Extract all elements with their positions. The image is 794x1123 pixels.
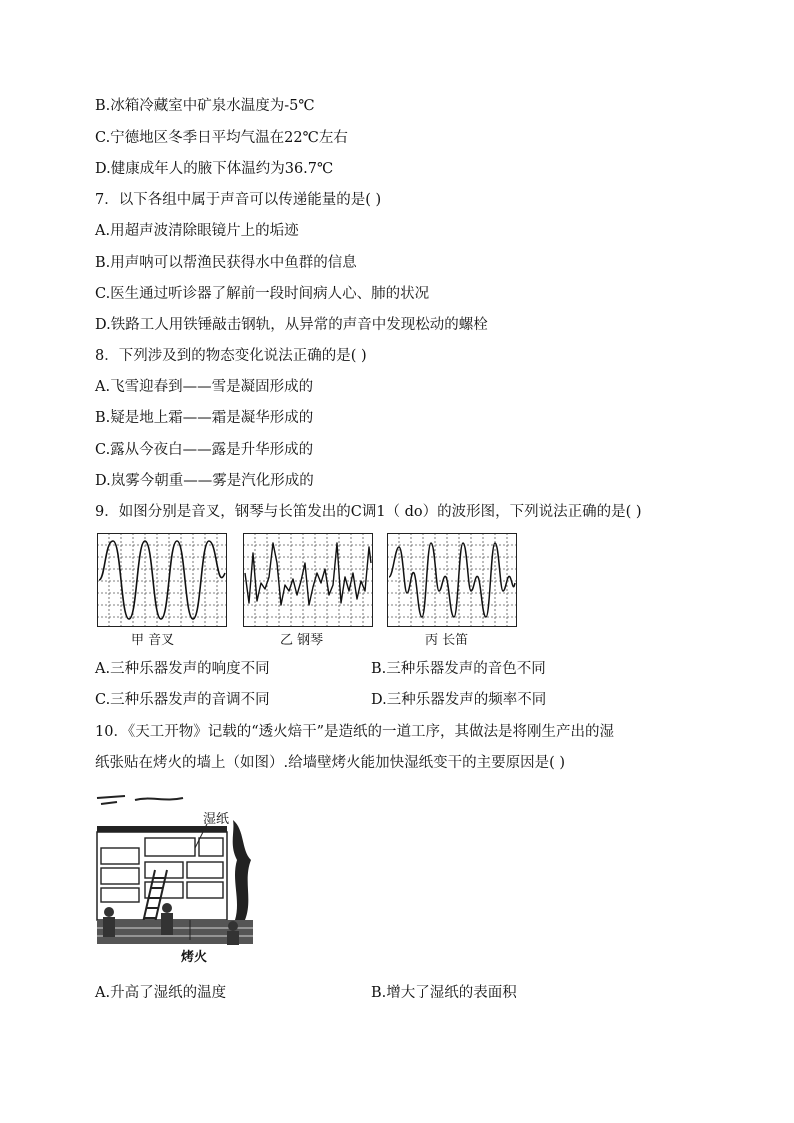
wet-paper-label: 湿纸: [203, 812, 230, 827]
piano-waveform: [243, 533, 373, 627]
flute-label: 丙 长笛: [425, 633, 469, 648]
q6-option-b: B.冰箱冷藏室中矿泉水温度为-5℃: [95, 98, 315, 114]
q7-option-d: D.铁路工人用铁锤敲击钢轨，从异常的声音中发现松动的螺栓: [95, 317, 488, 333]
q9-option-b: B.三种乐器发声的音色不同: [371, 661, 546, 677]
q8-option-a: A.飞雪迎春到——雪是凝固形成的: [95, 379, 314, 395]
q8-stem: 8．下列涉及到的物态变化说法正确的是( ): [95, 348, 367, 364]
q7-option-a: A.用超声波清除眼镜片上的垢迹: [95, 223, 299, 239]
q6-option-d: D.健康成年人的腋下体温约为36.7℃: [95, 161, 334, 177]
tuning-fork-label: 甲 音叉: [131, 633, 175, 648]
tuning-fork-waveform: [97, 533, 227, 627]
q10-stem-line2: 纸张贴在烤火的墙上（如图）.给墙壁烤火能加快湿纸变干的主要原因是( ): [95, 755, 566, 771]
piano-label: 乙 钢琴: [280, 633, 324, 648]
q9-option-d: D.三种乐器发声的频率不同: [371, 692, 547, 708]
q8-option-c: C.露从今夜白——露是升华形成的: [95, 442, 314, 458]
q10-option-a: A.升高了湿纸的温度: [95, 985, 227, 1001]
q10-option-b: B.增大了湿纸的表面积: [371, 985, 517, 1001]
q9-stem: 9．如图分别是音叉，钢琴与长笛发出的C调1（ do）的波形图，下列说法正确的是( ): [95, 504, 642, 520]
q7-option-c: C.医生通过听诊器了解前一段时间病人心、肺的状况: [95, 286, 430, 302]
q9-option-a: A.三种乐器发声的响度不同: [95, 661, 270, 677]
q10-stem-line1: 10．《天工开物》记载的“透火焙干”是造纸的一道工序，其做法是将刚生产出的湿: [95, 724, 615, 740]
q8-option-b: B.疑是地上霜——霜是凝华形成的: [95, 410, 314, 426]
fire-label: 烤火: [181, 950, 208, 965]
q8-option-d: D.岚雾今朝重——雾是汽化形成的: [95, 473, 314, 489]
paper-drying-illustration: [95, 790, 253, 966]
q7-stem: 7．以下各组中属于声音可以传递能量的是( ): [95, 192, 382, 208]
q6-option-c: C.宁德地区冬季日平均气温在22℃左右: [95, 130, 348, 146]
q9-option-c: C.三种乐器发声的音调不同: [95, 692, 270, 708]
flute-waveform: [387, 533, 517, 627]
q7-option-b: B.用声呐可以帮渔民获得水中鱼群的信息: [95, 255, 357, 271]
